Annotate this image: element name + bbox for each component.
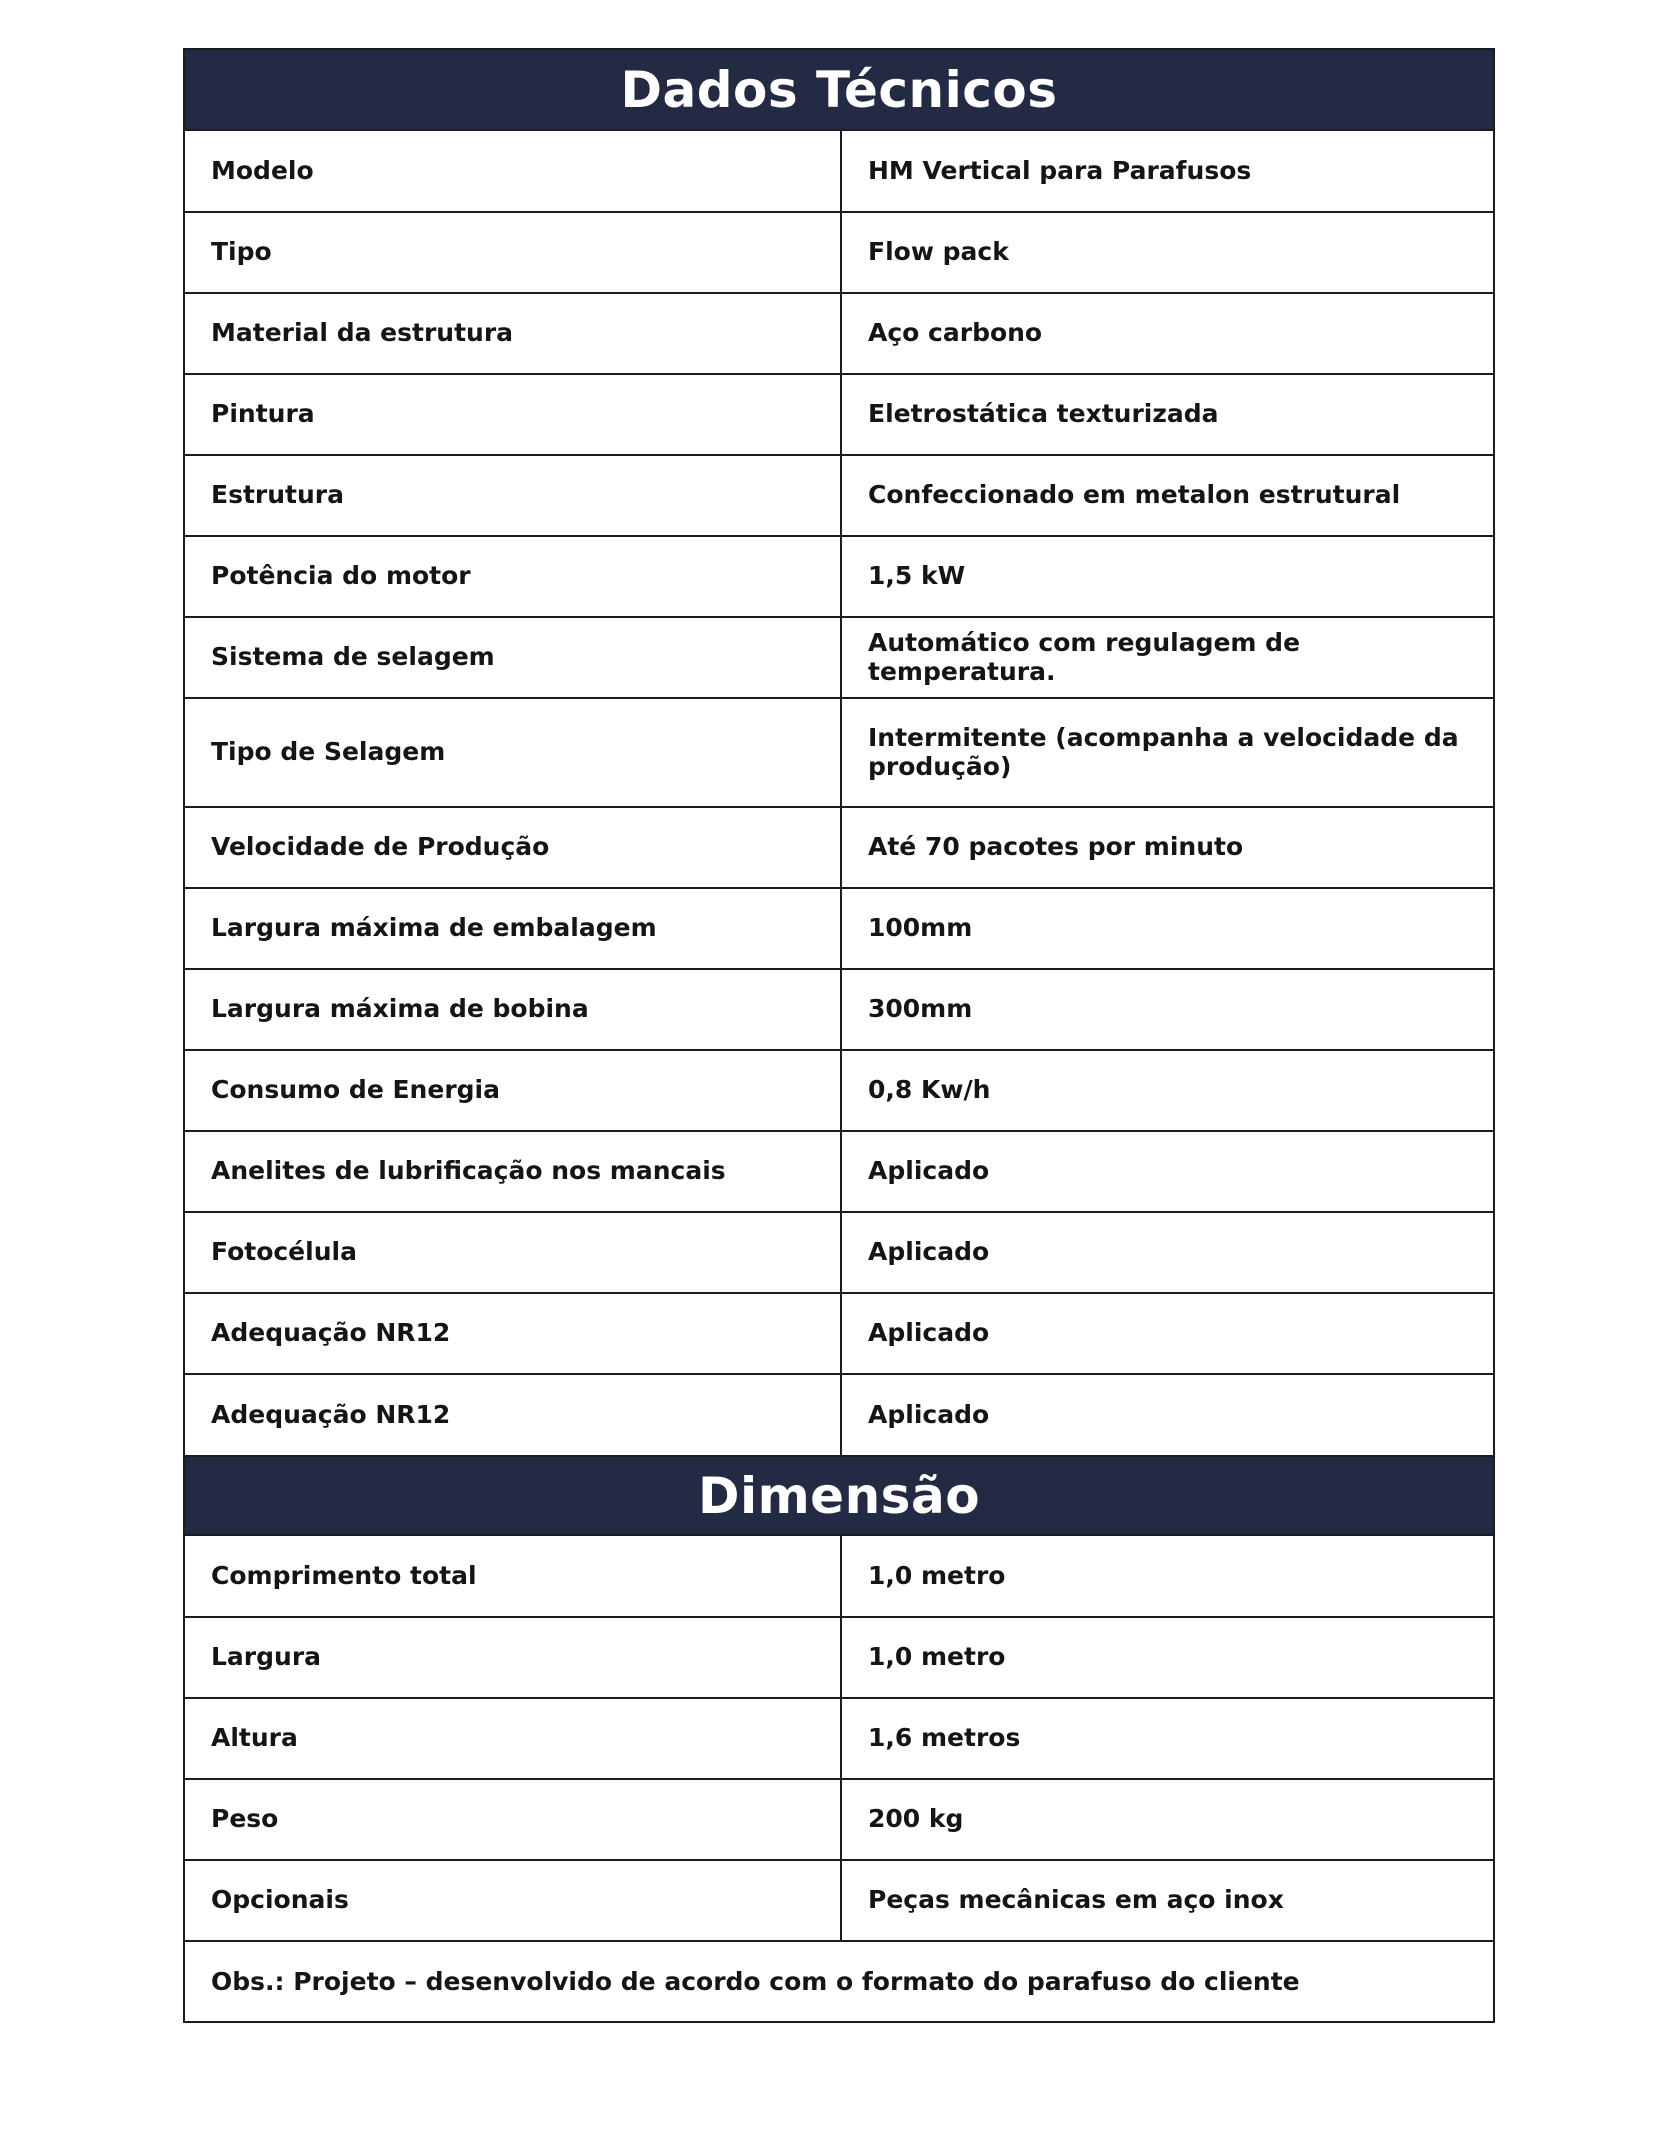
row-label: Pintura (185, 374, 841, 455)
row-label: Largura (185, 1617, 841, 1698)
row-label: Adequação NR12 (185, 1293, 841, 1374)
row-value: Confeccionado em metalon estrutural (841, 455, 1493, 536)
spec-sheet (183, 48, 1495, 2023)
row-value: Aplicado (841, 1212, 1493, 1293)
row-label: Largura máxima de embalagem (185, 888, 841, 969)
row-label: Anelites de lubrificação nos mancais (185, 1131, 841, 1212)
row-value: 100mm (841, 888, 1493, 969)
dimension-title: Dimensão (697, 1466, 981, 1525)
row-label: Comprimento total (185, 1536, 841, 1617)
table-row (185, 1050, 1493, 1131)
row-label: Potência do motor (185, 536, 841, 617)
table-row (185, 888, 1493, 969)
dimension-table (185, 1536, 1493, 1942)
table-row (185, 807, 1493, 888)
row-value: Peças mecânicas em aço inox (868, 1885, 1284, 1915)
table-row (185, 536, 1493, 617)
row-label: Tipo de Selagem (185, 698, 841, 807)
row-value: HM Vertical para Parafusos (841, 131, 1493, 212)
row-label: Tipo (185, 212, 841, 293)
table-row (185, 1698, 1493, 1779)
row-label: Largura máxima de bobina (185, 969, 841, 1050)
row-value: Flow pack (841, 212, 1493, 293)
table-row (185, 969, 1493, 1050)
row-value: Aplicado (841, 1131, 1493, 1212)
row-value: Automático com regulagem de temperatura. (841, 617, 1493, 698)
row-value: Eletrostática texturizada (841, 374, 1493, 455)
technical-data-title: Dados Técnicos (620, 60, 1058, 119)
row-value: 1,6 metros (841, 1698, 1493, 1779)
row-label: Adequação NR12 (185, 1374, 841, 1455)
table-row (185, 131, 1493, 212)
row-label: Velocidade de Produção (185, 807, 841, 888)
table-row (185, 1779, 1493, 1860)
row-label: Peso (185, 1779, 841, 1860)
row-label: Opcionais (185, 1860, 841, 1941)
row-label: Fotocélula (185, 1212, 841, 1293)
row-label: Material da estrutura (185, 293, 841, 374)
table-row (185, 1131, 1493, 1212)
row-value: 1,0 metro (841, 1536, 1493, 1617)
row-value: 1,5 kW (841, 536, 1493, 617)
row-value: Intermitente (acompanha a velocidade da produção) (841, 698, 1493, 807)
table-row (185, 617, 1493, 698)
table-row (185, 698, 1493, 807)
dimension-header (185, 1455, 1493, 1536)
technical-data-header (185, 50, 1493, 131)
table-row (185, 1617, 1493, 1698)
table-row (185, 293, 1493, 374)
table-row (185, 455, 1493, 536)
row-value: Até 70 pacotes por minuto (841, 807, 1493, 888)
row-value: 0,8 Kw/h (841, 1050, 1493, 1131)
row-label: Estrutura (185, 455, 841, 536)
row-value: Aplicado (841, 1293, 1493, 1374)
observation-text: Obs.: Projeto – desenvolvido de acordo com o formato do parafuso do cliente (211, 1967, 1300, 1996)
table-row (185, 1536, 1493, 1617)
row-label: Altura (185, 1698, 841, 1779)
row-label: Consumo de Energia (185, 1050, 841, 1131)
row-value: 1,0 metro (841, 1617, 1493, 1698)
table-row (185, 1212, 1493, 1293)
row-value: Aplicado (868, 1399, 990, 1429)
row-label: Modelo (185, 131, 841, 212)
table-row (185, 374, 1493, 455)
table-row (185, 1374, 1493, 1455)
row-value: Aço carbono (841, 293, 1493, 374)
observation-row (185, 1942, 1493, 2021)
technical-data-table (185, 131, 1493, 1455)
row-label: Sistema de selagem (185, 617, 841, 698)
table-row (185, 1860, 1493, 1941)
table-row (185, 1293, 1493, 1374)
row-value: 200 kg (841, 1779, 1493, 1860)
row-value: 300mm (841, 969, 1493, 1050)
table-row (185, 212, 1493, 293)
